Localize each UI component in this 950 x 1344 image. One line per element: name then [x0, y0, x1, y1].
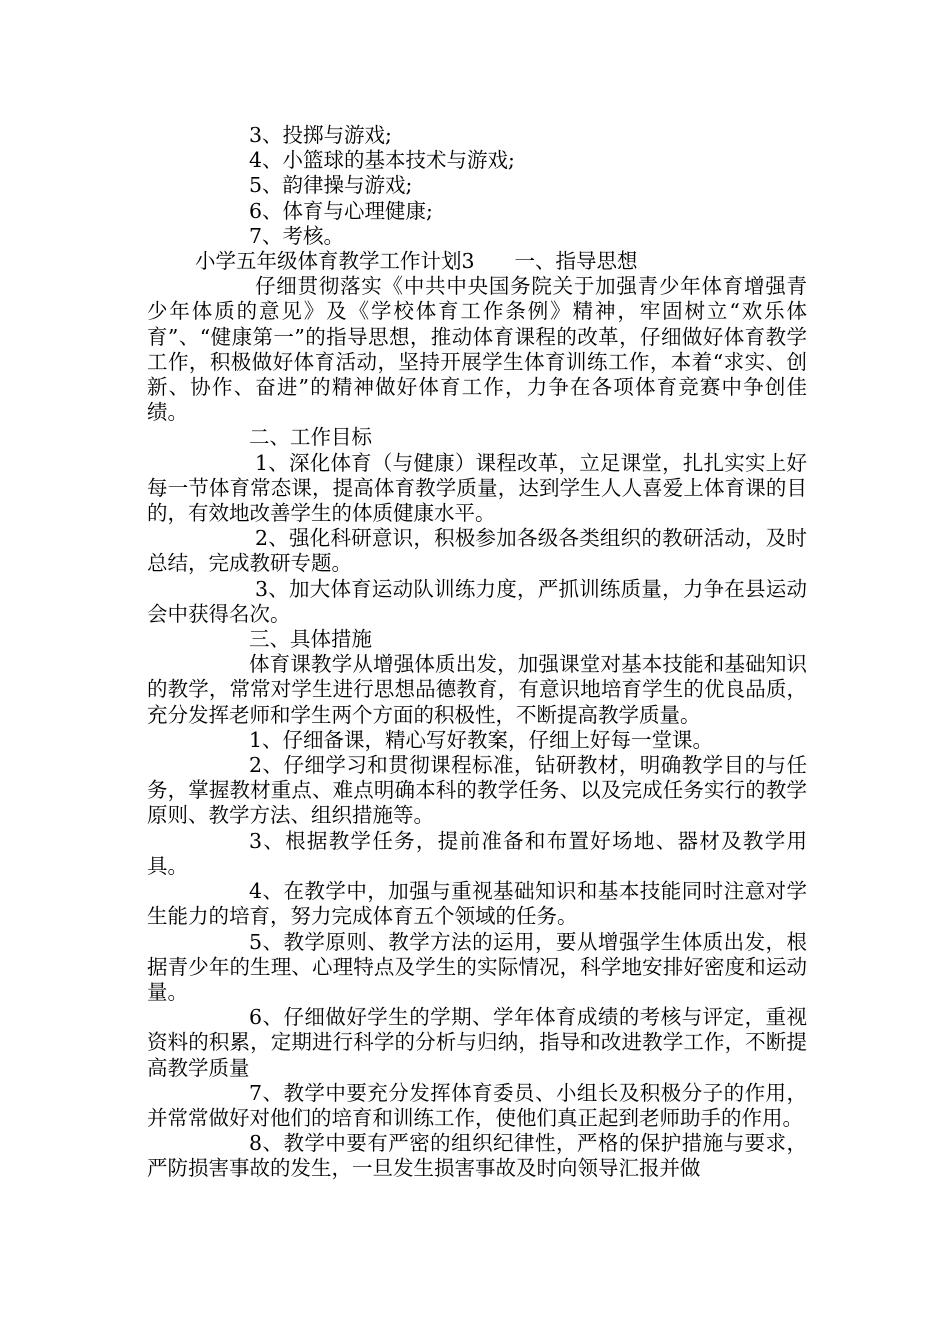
goal-item: 3、加大体育运动队训练力度，严抓训练质量，力争在县运动会中获得名次。 [147, 576, 807, 626]
list-item: 4、小篮球的基本技术与游戏; [249, 148, 515, 173]
paragraph-measures-intro: 体育课教学从增强体质出发，加强课堂对基本技能和基础知识的教学，常常对学生进行思想品德教育，有意识地培育学生的优良品质，充分发挥老师和学生两个方面的积极性，不断提高教学质量。 [147, 652, 807, 727]
section-heading-2: 二、工作目标 [249, 425, 372, 450]
document-title: 小学五年级体育教学工作计划3 [195, 249, 475, 274]
measure-item: 4、在教学中，加强与重视基础知识和基本技能同时注意对学生能力的培育，努力完成体育五个领域的任务。 [147, 879, 807, 929]
list-item: 3、投掷与游戏; [249, 123, 392, 147]
measure-item: 3、根据教学任务，提前准备和布置好场地、器材及教学用具。 [147, 828, 807, 878]
goal-item: 1、深化体育（与健康）课程改革，立足课堂，扎扎实实上好每一节体育常态课，提高体育教学质量，达到学生人人喜爱上体育课的目的，有效地改善学生的体质健康水平。 [147, 450, 807, 526]
measure-item: 7、教学中要充分发挥体育委员、小组长及积极分子的作用，并常常做好对他们的培育和训练工作，使他们真正起到老师助手的作用。 [147, 1080, 807, 1130]
measure-item: 1、仔细备课，精心写好教案，仔细上好每一堂课。 [249, 727, 714, 752]
section-heading-1: 一、指导思想 [514, 249, 638, 274]
measure-item: 5、教学原则、教学方法的运用，要从增强学生体质出发，根据青少年的生理、心理特点及学生的实际情况，科学地安排好密度和运动量。 [147, 929, 807, 1004]
goal-item: 2、强化科研意识，积极参加各级各类组织的教研活动，及时总结，完成教研专题。 [147, 526, 807, 576]
list-item: 5、韵律操与游戏; [249, 173, 413, 198]
list-item: 7、考核。 [249, 223, 345, 248]
document-page [147, 123, 807, 1182]
section-heading-3: 三、具体措施 [249, 627, 372, 652]
title-row [147, 249, 807, 274]
list-item: 6、体育与心理健康; [249, 198, 433, 223]
measure-item: 6、仔细做好学生的学期、学年体育成绩的考核与评定，重视资料的积累，定期进行科学的分析与归纳，指导和改进教学工作，不断提高教学质量 [147, 1005, 807, 1080]
paragraph-guiding-idea: 仔细贯彻落实《中共中央国务院关于加强青少年体育增强青少年体质的意见》及《学校体育工作条例》精神，牢固树立“欢乐体育”、“健康第一”的指导思想，推动体育课程的改革，仔细做好体育教学工作，积极做好体育活动，坚持开展学生体育训练工作，本着“求实、创新、协作、奋进”的精神做好体育工作，力争在各项体育竞赛中争创佳绩。 [147, 274, 807, 425]
measure-item: 8、教学中要有严密的组织纪律性，严格的保护措施与要求，严防损害事故的发生，一旦发生损害事故及时向领导汇报并做 [147, 1131, 807, 1181]
measure-item: 2、仔细学习和贯彻课程标准，钻研教材，明确教学目的与任务，掌握教材重点、难点明确本科的教学任务、以及完成任务实行的教学原则、教学方法、组织措施等。 [147, 753, 807, 828]
